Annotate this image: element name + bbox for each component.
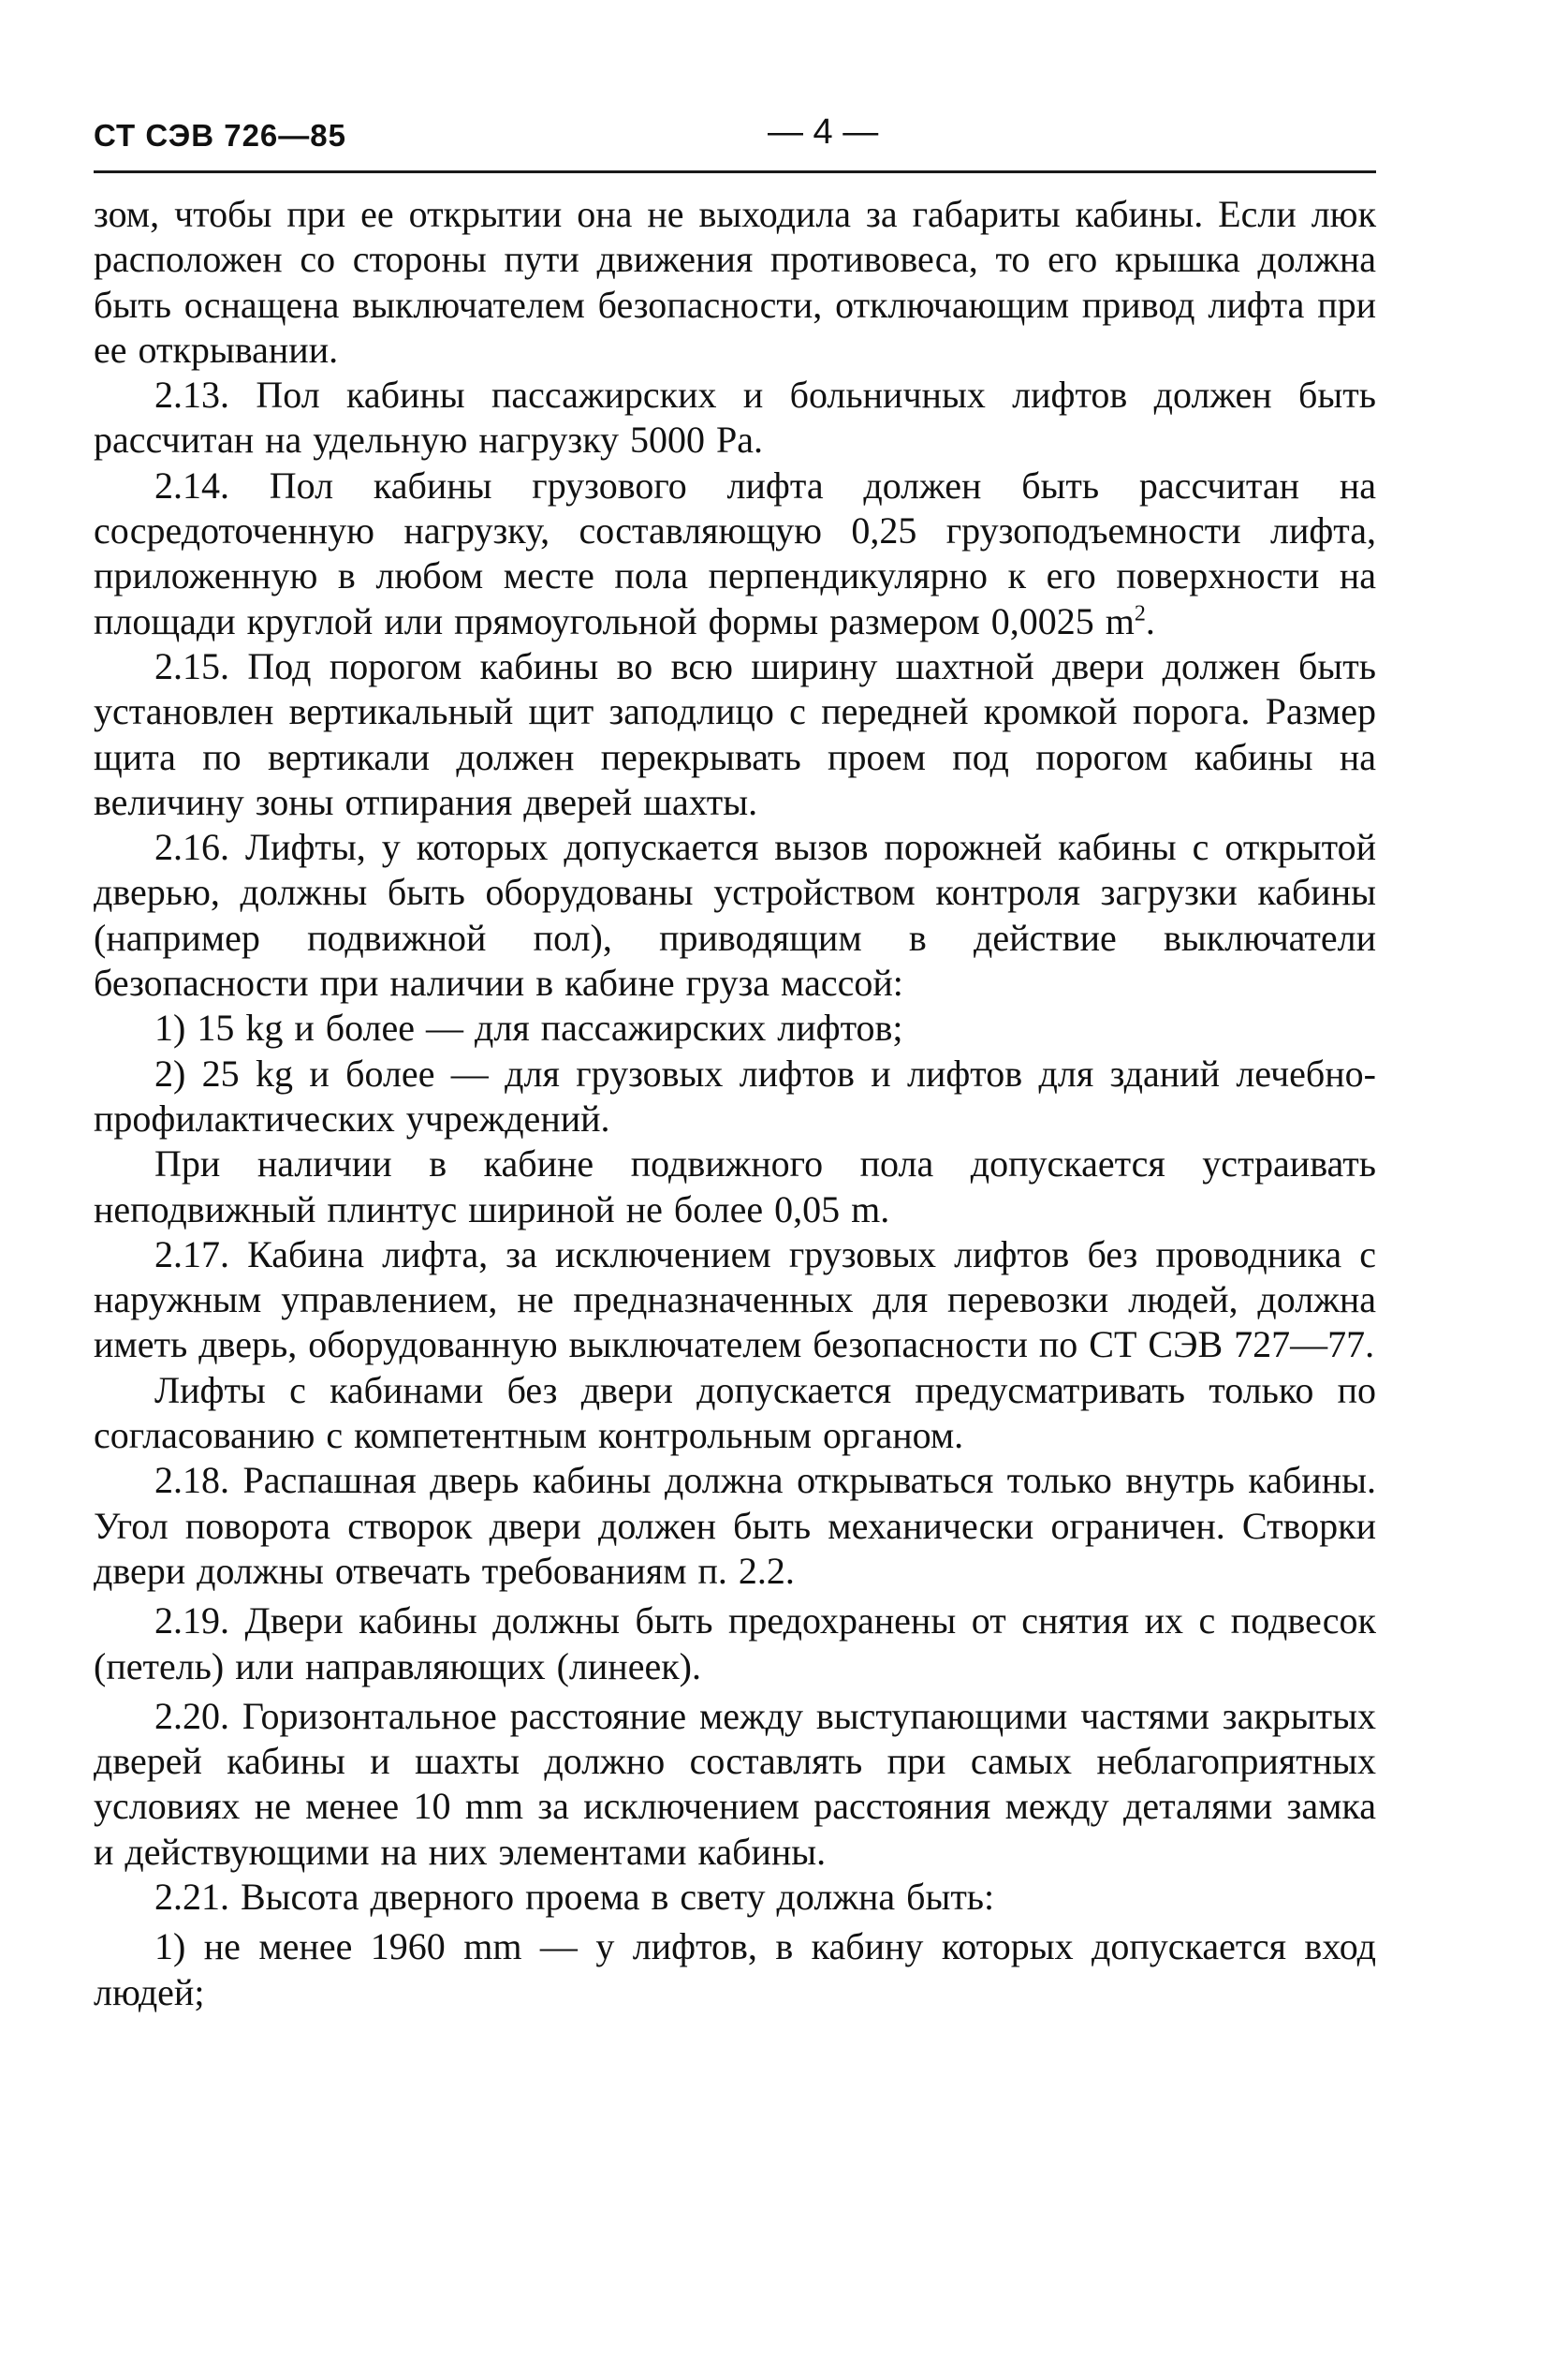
paragraph-2-16: 2.16. Лифты, у которых допускается вызов порожней кабины с открытой дверью, должны быть оборудованы устройством контроля загрузки кабины (например подвижной пол), приводящим в действие выключатели безопасности при наличии в кабине груза массой:: [94, 826, 1376, 1005]
paragraph-2-17: 2.17. Кабина лифта, за исключением грузовых лифтов без проводника с наружным управлением, не предназначенных для перевозки людей, должна иметь дверь, оборудованную выключателем безопасности по СТ СЭВ 727—77.: [94, 1232, 1376, 1366]
body-text: [94, 192, 1376, 2015]
header-divider: [94, 170, 1376, 173]
paragraph-2-14-text: 2.14. Пол кабины грузового лифта должен быть рассчитан на сосредоточенную нагрузку, составляющую 0,25 грузоподъемности лифта, приложенную в любом месте пола перпендикулярно к его поверхности на площади круглой или прямоугольной формы размером 0,0025 m: [94, 464, 1376, 642]
page-header: [94, 112, 1376, 159]
paragraph-continuation: зом, чтобы при ее открытии она не выходила за габариты кабины. Если люк расположен со стороны пути движения противовеса, то его крышка должна быть оснащена выключателем безопасности, отключающим привод лифта при ее открывании.: [94, 193, 1376, 371]
list-item-2-16-1: 1) 15 kg и более — для пассажирских лифтов;: [154, 1007, 903, 1050]
paragraph-2-19: 2.19. Двери кабины должны быть предохранены от снятия их с подвесок (петель) или направляющих (линеек).: [94, 1599, 1376, 1687]
document-code: СТ СЭВ 726—85: [94, 118, 346, 153]
list-item-2-16-2: 2) 25 kg и более — для грузовых лифтов и лифтов для зданий лечебно-профилактических учреждений.: [94, 1052, 1376, 1140]
document-page: [94, 112, 1376, 2013]
paragraph-2-14: [94, 464, 1376, 644]
page-number: — 4 —: [768, 112, 879, 152]
paragraph-movable-floor: При наличии в кабине подвижного пола допускается устраивать неподвижный плинтус шириной не более 0,05 m.: [94, 1142, 1376, 1230]
superscript-2: 2: [1134, 601, 1146, 626]
paragraph-no-door: Лифты с кабинами без двери допускается предусматривать только по согласованию с компетентным контрольным органом.: [94, 1368, 1376, 1457]
paragraph-2-21: 2.21. Высота дверного проема в свету должна быть:: [154, 1875, 995, 1918]
paragraph-2-18: 2.18. Распашная дверь кабины должна открываться только внутрь кабины. Угол поворота створок двери должен быть механически ограничен. Створки двери должны отвечать требованиям п. 2.2.: [94, 1459, 1376, 1592]
paragraph-2-13: 2.13. Пол кабины пассажирских и больничных лифтов должен быть рассчитан на удельную нагрузку 5000 Pa.: [94, 374, 1376, 462]
paragraph-2-15: 2.15. Под порогом кабины во всю ширину шахтной двери должен быть установлен вертикальный щит заподлицо с передней кромкой порога. Размер щита по вертикали должен перекрывать проем под порогом кабины на величину зоны отпирания дверей шахты.: [94, 644, 1376, 823]
paragraph-2-14-end: .: [1145, 599, 1155, 642]
paragraph-2-20: 2.20. Горизонтальное расстояние между выступающими частями закрытых дверей кабины и шахты должно составлять при самых неблагоприятных условиях не менее 10 mm за исключением расстояния между деталями замка и действующими на них элементами кабины.: [94, 1694, 1376, 1873]
list-item-2-21-1: 1) не менее 1960 mm — у лифтов, в кабину которых допускается вход людей;: [94, 1925, 1376, 2013]
